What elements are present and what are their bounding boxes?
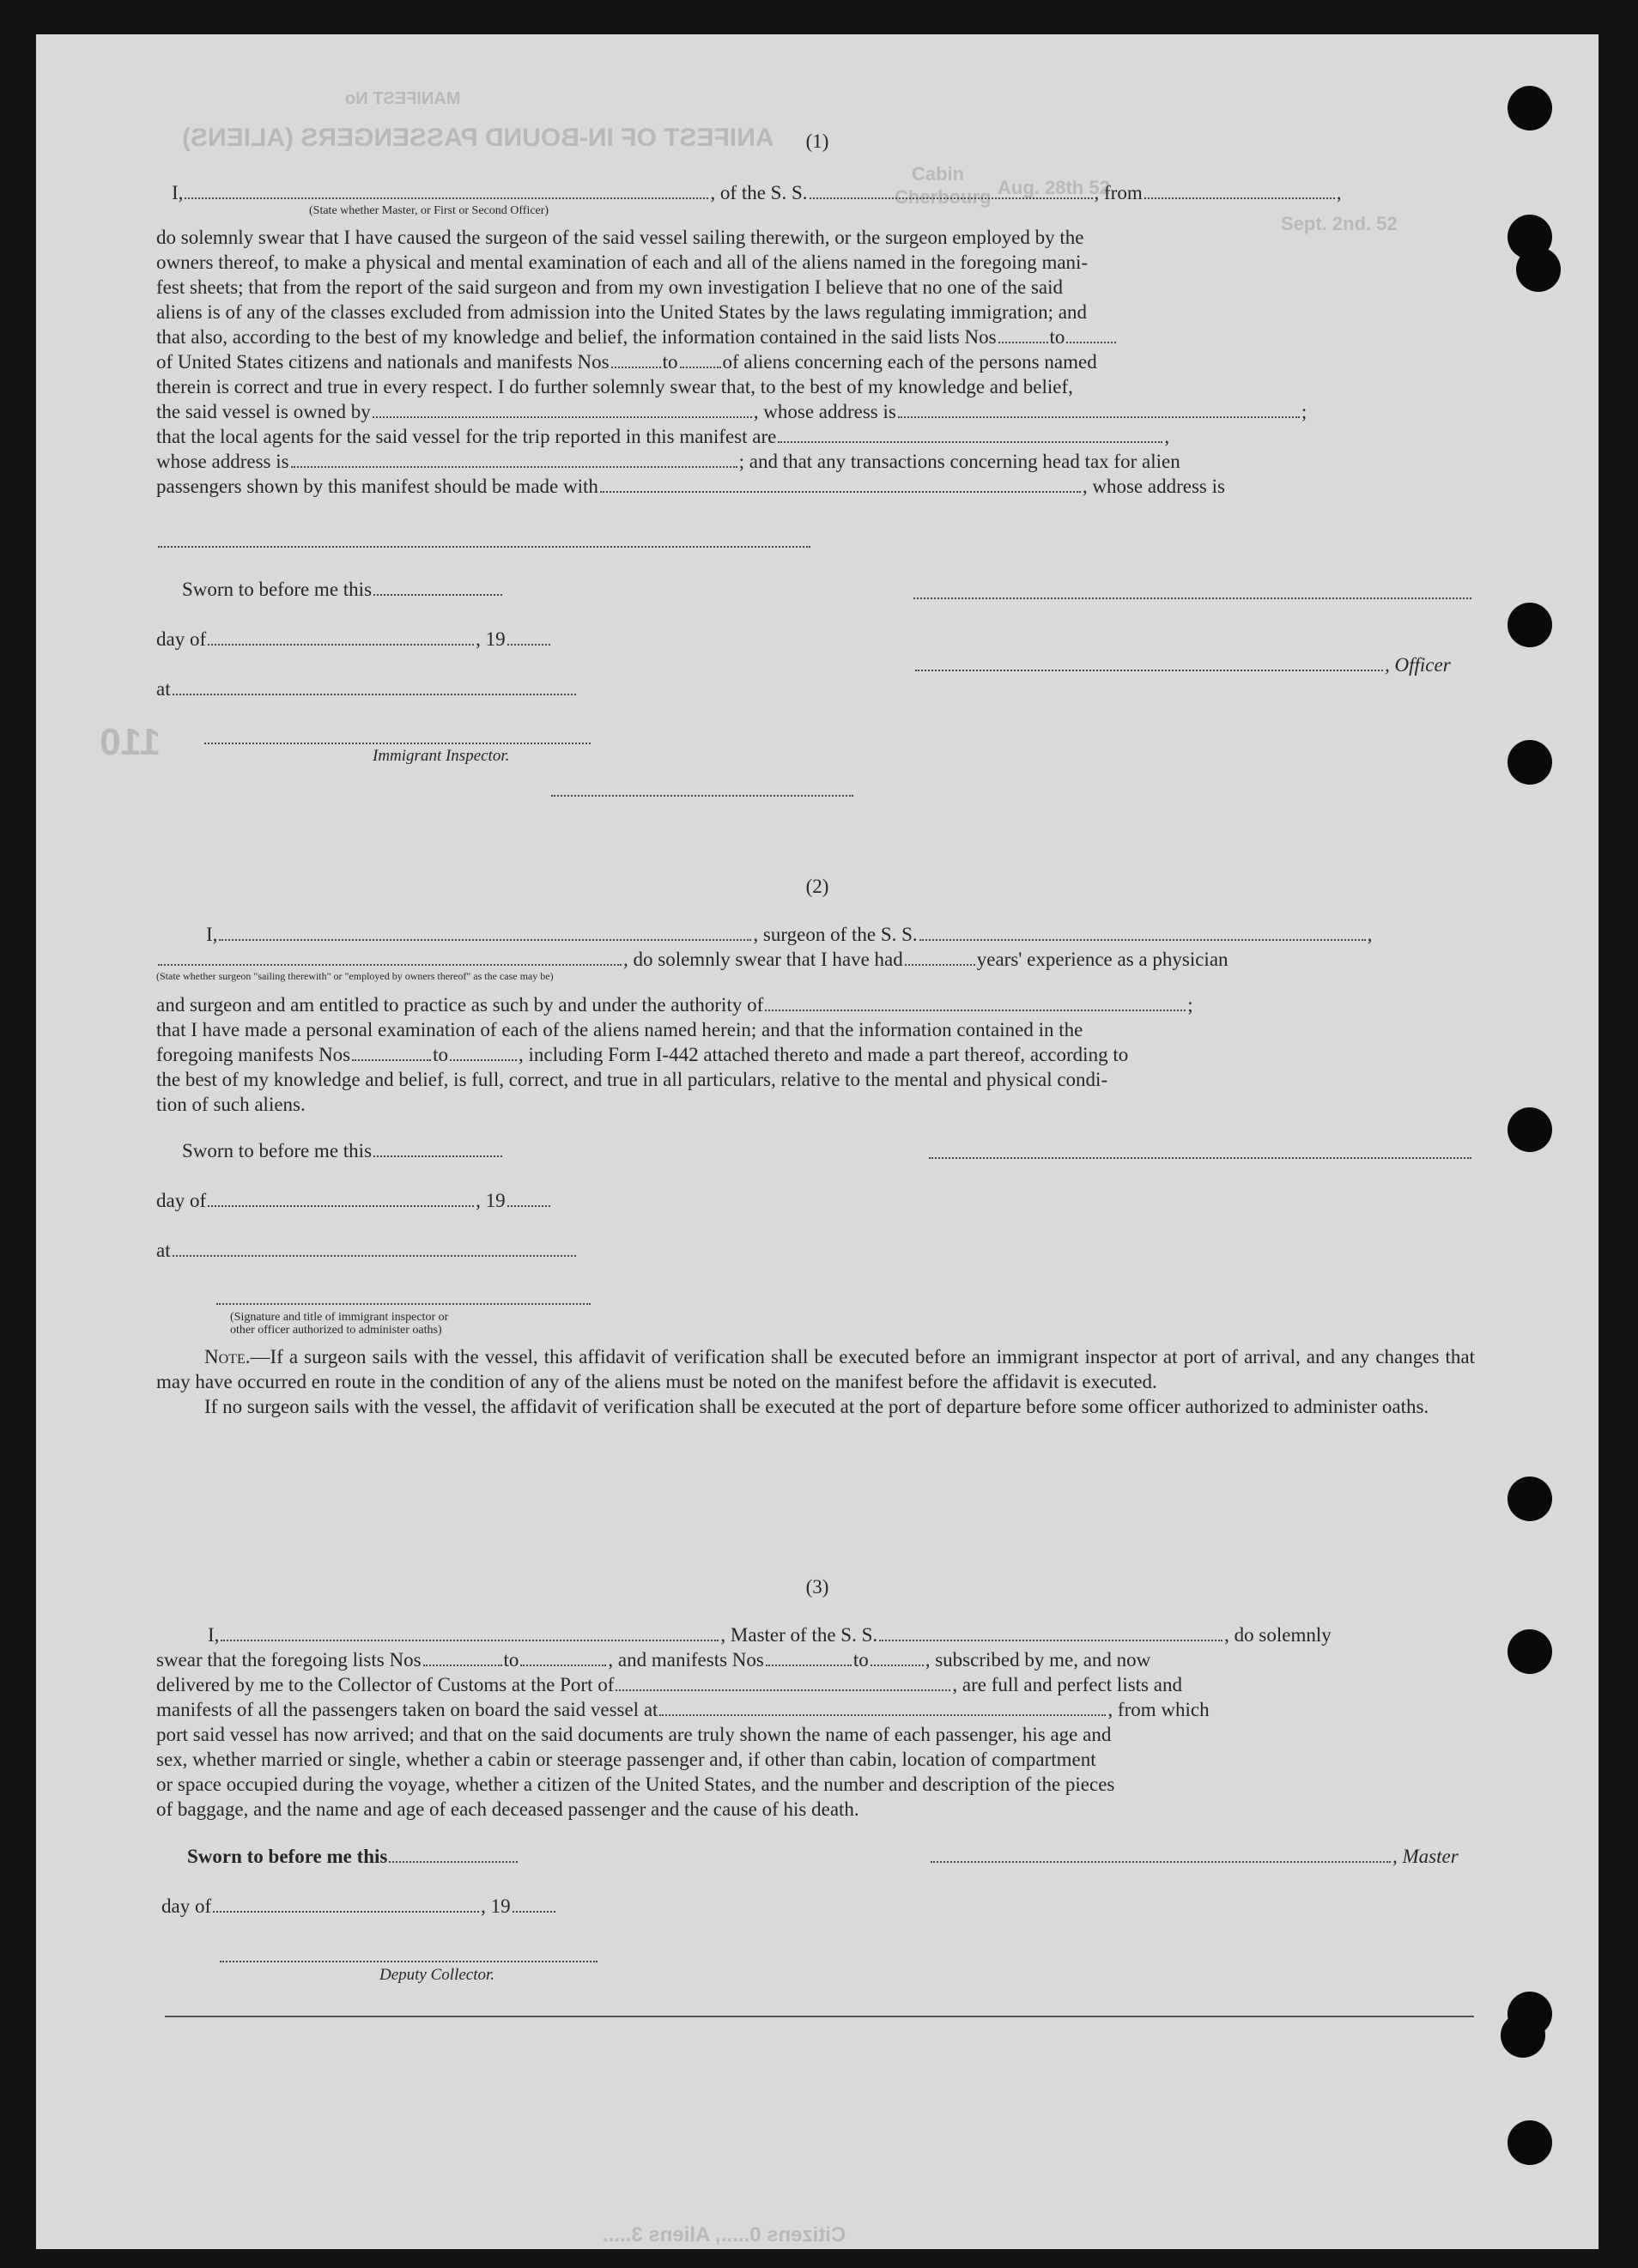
s1-day-text: day of — [156, 628, 207, 650]
immigrant-inspector-caption: Immigrant Inspector. — [373, 747, 510, 765]
bleed-cabin: Cabin — [912, 163, 965, 185]
s2-l3 — [156, 992, 1475, 1017]
s2-body — [156, 992, 1475, 1117]
s1-l6b: to — [1049, 326, 1065, 348]
s3-i: I, — [208, 1624, 220, 1646]
s2-l5 — [156, 1042, 1475, 1067]
section-3-number: (3) — [805, 1576, 829, 1598]
s1-l9b: , whose address is — [753, 401, 896, 422]
s3-month-blank[interactable] — [213, 1895, 479, 1913]
deputy-collector-caption: Deputy Collector. — [379, 1966, 495, 1984]
note-text-1: —If a surgeon sails with the vessel, this affidavit of verification shall be executed before an immigrant inspector at port of arrival, and any changes that may have occurred en route in the condition of any of the aliens must be noted on the manifest before the affidavit is executed. — [156, 1346, 1475, 1392]
master-label: , Master — [1392, 1846, 1459, 1867]
agents-blank[interactable] — [778, 426, 1162, 443]
s3-day — [161, 1894, 557, 1919]
s1-l7b: to — [662, 351, 678, 373]
s3-solemnly: , do solemnly — [1224, 1624, 1332, 1646]
s1-l6 — [156, 324, 1475, 349]
s3-manifests-to-blank[interactable] — [871, 1649, 924, 1666]
s2-l5b: to — [433, 1044, 449, 1065]
s1-comma: , — [1336, 182, 1342, 203]
s2-l7: tion of such aliens. — [156, 1094, 306, 1115]
s3-sworn-day-blank[interactable] — [389, 1846, 518, 1863]
section-2-number: (2) — [805, 876, 829, 897]
s1-l12b: , whose address is — [1082, 476, 1225, 497]
s2-l3b: ; — [1187, 994, 1193, 1016]
s1-title-note: (State whether Master, or First or Second Officer) — [309, 204, 549, 217]
s1-l3: owners thereof, to make a physical and mental examination of each and all of the aliens named in the foregoing mani- — [156, 252, 1089, 273]
s1-l5: aliens is of any of the classes excluded from admission into the United States by the laws regulating immigration; and — [156, 301, 1087, 323]
sworn-day-blank[interactable] — [373, 579, 502, 596]
s2-l4: that I have made a personal examination of each of the aliens named herein; and that the information contained in the — [156, 1019, 1083, 1040]
years-blank[interactable] — [905, 949, 975, 966]
s1-of-ss: , of the S. S. — [710, 182, 808, 203]
s1-l8: therein is correct and true in every respect. I do further solemnly swear that, to the best of my knowledge and belief, — [156, 376, 1073, 397]
punch-hole — [1508, 1107, 1552, 1152]
s2-surgeon-of: , surgeon of the S. S. — [753, 924, 918, 945]
s3-manifests-from-blank[interactable] — [766, 1649, 852, 1666]
s3-sworn — [187, 1844, 519, 1869]
bleed-date: Aug. 28th 52 — [998, 177, 1110, 198]
s3-l3b: , are full and perfect lists and — [952, 1674, 1182, 1695]
s1-l9a: the said vessel is owned by — [156, 401, 371, 422]
s2-year-text: , 19 — [476, 1190, 506, 1211]
s2-l5c: , including Form I-442 attached thereto and made a part thereof, according to — [519, 1044, 1129, 1065]
bleed-cherbourg: Cherbourg — [895, 186, 992, 208]
master-name-blank[interactable] — [221, 1624, 719, 1641]
s3-body — [156, 1647, 1475, 1822]
bleed-date-2: Sept. 2nd. 52 — [1281, 213, 1398, 234]
s1-signature-line[interactable] — [913, 597, 1471, 599]
s1-l9c: ; — [1301, 401, 1307, 422]
headtax-party-blank[interactable] — [600, 476, 1081, 493]
s2-day-text: day of — [156, 1190, 207, 1211]
s1-at — [156, 676, 578, 701]
surgeon-status-blank[interactable] — [158, 949, 622, 966]
inspector-signature-line[interactable] — [204, 743, 591, 744]
s3-year-blank[interactable] — [513, 1895, 555, 1913]
punch-hole — [1508, 2120, 1552, 2165]
s1-l6a: that also, according to the best of my knowledge and belief, the information contained in the said lists Nos — [156, 326, 997, 348]
s2-l3a: and surgeon and am entitled to practice as such by and under the authority of — [156, 994, 764, 1016]
s2-l6: the best of my knowledge and belief, is full, correct, and true in all particulars, relative to the mental and physical condi- — [156, 1069, 1108, 1090]
s2-at-text: at — [156, 1240, 171, 1261]
s2-l2a: , do solemnly swear that I have had — [623, 949, 903, 970]
embark-port-blank[interactable] — [659, 1699, 1106, 1716]
s2-vessel-blank[interactable] — [919, 924, 1366, 941]
s3-l3a: delivered by me to the Collector of Customs at the Port of — [156, 1674, 615, 1695]
s3-l4 — [156, 1697, 1475, 1722]
punch-hole — [1508, 1477, 1552, 1521]
s2-l5a: foregoing manifests Nos — [156, 1044, 351, 1065]
s1-l11b: ; and that any transactions concerning head tax for alien — [738, 451, 1180, 472]
s3-lists-to-blank[interactable] — [520, 1649, 606, 1666]
s2-note-block — [156, 1344, 1475, 1419]
punch-hole — [1516, 247, 1561, 292]
s1-l4: fest sheets; that from the report of the said surgeon and from my own investigation I believe that no one of the said — [156, 276, 1064, 298]
sworn-year-blank[interactable] — [507, 628, 550, 646]
s2-sworn-day-blank[interactable] — [373, 1140, 502, 1157]
bleed-manifest-title: ANIFEST OF IN-BOUND PASSENGERS (ALIENS) — [182, 124, 774, 152]
place-blank[interactable] — [173, 678, 576, 695]
s2-line1 — [206, 922, 1372, 947]
document-sheet — [36, 34, 1599, 2249]
manifests-from-blank[interactable] — [611, 351, 661, 368]
s2-inspector-line[interactable] — [216, 1303, 591, 1305]
s1-i: I, — [172, 182, 184, 203]
section-1-number: (1) — [805, 130, 829, 152]
s1-officer — [913, 652, 1451, 677]
s2-status-note: (State whether surgeon "sailing therewith" or "employed by owners thereof" as the case may be) — [156, 970, 554, 982]
name-blank[interactable] — [185, 182, 708, 199]
s3-l8: of baggage, and the name and age of each deceased passenger and the cause of his death. — [156, 1798, 859, 1820]
owner-blank[interactable] — [373, 401, 752, 418]
s2-month-blank[interactable] — [208, 1190, 474, 1207]
s1-at-text: at — [156, 678, 171, 700]
port-blank[interactable] — [616, 1674, 950, 1691]
s2-i: I, — [206, 924, 218, 945]
s2-day — [156, 1188, 552, 1213]
s3-l2d: to — [852, 1649, 869, 1671]
lists-from-blank[interactable] — [998, 326, 1048, 343]
s3-master — [929, 1844, 1459, 1869]
s1-body — [156, 225, 1475, 499]
punch-hole — [1508, 603, 1552, 647]
s3-l6: sex, whether married or single, whether a cabin or steerage passenger and, if other than cabin, location of compartment — [156, 1749, 1096, 1770]
s2-place-blank[interactable] — [173, 1240, 576, 1257]
s1-from: , from — [1094, 182, 1143, 203]
s3-l4b: , from which — [1107, 1699, 1210, 1720]
s3-sworn-text: Sworn to before me this — [187, 1846, 388, 1867]
owner-address-blank[interactable] — [898, 401, 1300, 418]
deputy-collector-line[interactable] — [220, 1961, 598, 1962]
s1-sworn — [182, 577, 504, 602]
officer-blank[interactable] — [915, 654, 1383, 671]
s1-l2: do solemnly swear that I have caused the surgeon of the said vessel sailing therewith, or the surgeon employed by the — [156, 227, 1084, 248]
punch-hole — [1508, 86, 1552, 130]
s1-l10 — [156, 424, 1475, 449]
s3-l4a: manifests of all the passengers taken on board the said vessel at — [156, 1699, 658, 1720]
s3-l3 — [156, 1672, 1475, 1697]
s1-year-text: , 19 — [476, 628, 506, 650]
s3-line1 — [208, 1622, 1332, 1647]
s2-manifest-from-blank[interactable] — [352, 1044, 431, 1061]
agents-address-blank[interactable] — [291, 451, 737, 468]
s2-sworn-text: Sworn to before me this — [182, 1140, 373, 1161]
s3-master-of: , Master of the S. S. — [720, 1624, 878, 1646]
s3-lists-from-blank[interactable] — [423, 1649, 502, 1666]
s3-l2b: to — [503, 1649, 519, 1671]
s3-l7: or space occupied during the voyage, whether a citizen of the United States, and the number and description of the pieces — [156, 1774, 1115, 1795]
s1-l7a: of United States citizens and nationals and manifests Nos — [156, 351, 610, 373]
from-blank[interactable] — [1144, 182, 1335, 199]
master-signature-blank[interactable] — [931, 1846, 1391, 1863]
surgeon-name-blank[interactable] — [219, 924, 751, 941]
bottom-rule — [165, 2016, 1474, 2017]
s2-note-2: If no surgeon sails with the vessel, the affidavit of verification shall be executed at the port of departure before some officer authorized to administer oaths. — [204, 1396, 1429, 1417]
note-label: Note. — [204, 1346, 251, 1367]
s2-sig-caption-1: (Signature and title of immigrant inspector or — [230, 1311, 449, 1324]
s1-l7c: of aliens concerning each of the persons named — [722, 351, 1097, 373]
punch-hole — [1508, 740, 1552, 785]
bleed-number: 110 — [100, 721, 161, 763]
s2-sworn — [182, 1138, 504, 1163]
punch-hole — [1501, 2013, 1545, 2058]
manifests-to-blank[interactable] — [680, 351, 721, 368]
s1-sworn-text: Sworn to before me this — [182, 579, 373, 600]
s2-signature-line[interactable] — [929, 1157, 1471, 1159]
s1-l9 — [156, 399, 1475, 424]
s2-comma: , — [1367, 924, 1373, 945]
s1-l12 — [156, 474, 1475, 499]
s1-l11 — [156, 449, 1475, 474]
bleed-manifest-no: MANIFEST No — [345, 89, 461, 108]
sworn-month-blank[interactable] — [208, 628, 474, 646]
bleed-footer-counts: Citizens 0....., Aliens 3..... — [603, 2223, 846, 2247]
s2-sig-caption-2: other officer authorized to administer oaths) — [230, 1324, 442, 1337]
s3-l2e: , subscribed by me, and now — [925, 1649, 1151, 1671]
s3-l2 — [156, 1647, 1475, 1672]
headtax-address-blank[interactable] — [158, 546, 810, 548]
s1-l7 — [156, 349, 1475, 374]
s1-l12a: passengers shown by this manifest should be made with — [156, 476, 598, 497]
s1-l10b: , — [1164, 426, 1170, 447]
s3-l5: port said vessel has now arrived; and that on the said documents are truly shown the name of each passenger, his age and — [156, 1724, 1112, 1745]
stray-dot-line — [551, 795, 853, 797]
s3-day-text: day of — [161, 1895, 212, 1917]
s1-l11a: whose address is — [156, 451, 289, 472]
s3-l2c: , and manifests Nos — [608, 1649, 764, 1671]
lists-to-blank[interactable] — [1066, 326, 1116, 343]
s2-line2 — [156, 947, 1228, 972]
punch-hole — [1508, 1629, 1552, 1674]
s2-note-1 — [156, 1344, 1475, 1394]
s1-l10a: that the local agents for the said vessel for the trip reported in this manifest are — [156, 426, 777, 447]
officer-label: , Officer — [1385, 654, 1451, 676]
s3-year-text: , 19 — [481, 1895, 511, 1917]
s3-vessel-blank[interactable] — [879, 1624, 1222, 1641]
s2-manifest-to-blank[interactable] — [450, 1044, 517, 1061]
s2-year-blank[interactable] — [507, 1190, 550, 1207]
s2-at — [156, 1238, 578, 1263]
s1-line1 — [172, 180, 1341, 205]
s1-day — [156, 627, 552, 652]
vessel-blank[interactable] — [810, 182, 1093, 199]
authority-blank[interactable] — [765, 994, 1186, 1011]
s2-l2b: years' experience as a physician — [976, 949, 1228, 970]
s3-l2a: swear that the foregoing lists Nos — [156, 1649, 422, 1671]
